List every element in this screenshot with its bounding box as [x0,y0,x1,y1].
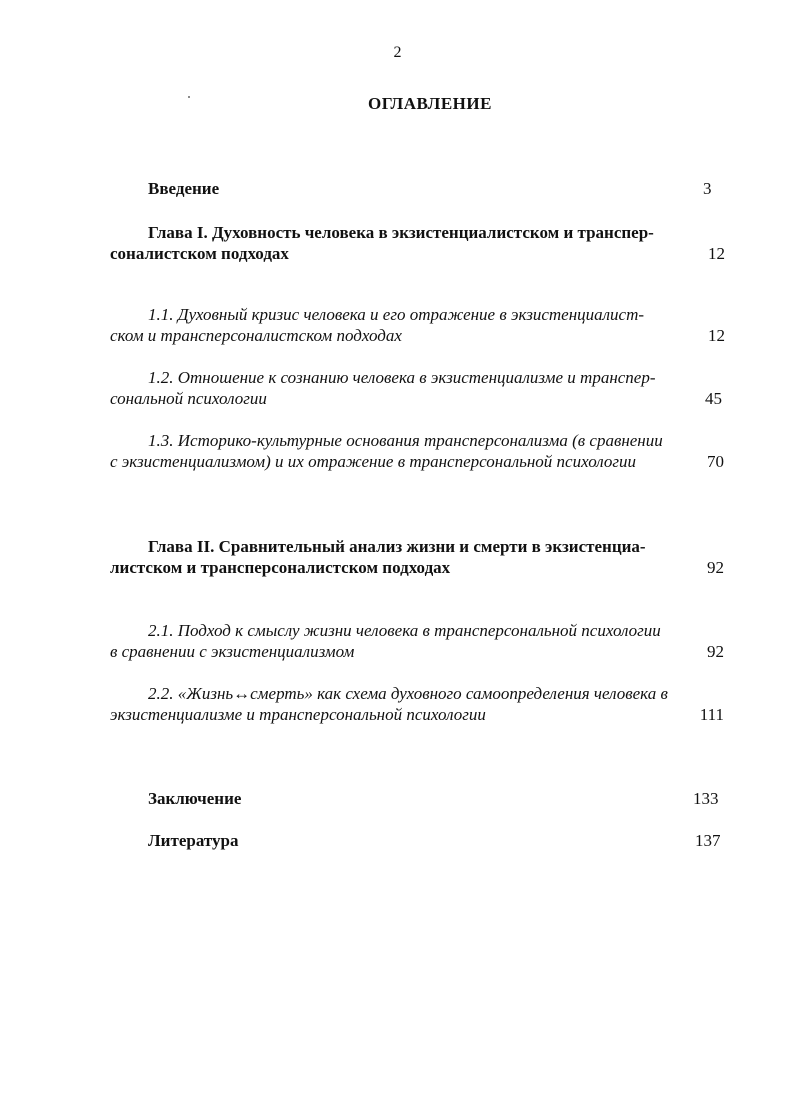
toc-entry-page: 70 [707,452,724,471]
toc-entry-label: Введение [148,179,220,198]
toc-entry-line-1: Глава I. Духовность человека в экзистенциалистском и транспер- [148,223,654,242]
toc-page-intro: 3 [703,179,712,198]
toc-page-conclusion: 133 [693,789,719,808]
page-number: 2 [393,44,402,61]
toc-entry-line-1: 1.3. Историко-культурные основания трансперсонализма (в сравнении [148,431,663,450]
toc-entry-line-2: в сравнении с экзистенциализмом [110,642,355,661]
toc-entry-page: 92 [707,642,724,661]
toc-entry-label: Заключение [148,789,242,808]
toc-entry-section-1-1[interactable] [110,304,725,346]
toc-entry-line-1: 2.2. «Жизнь↔смерть» как схема духовного самоопределения человека в [148,684,668,703]
toc-entry-conclusion[interactable] [148,788,241,809]
toc-entry-line-1: 1.1. Духовный кризис человека и его отражение в экзистенциалист- [148,305,645,324]
toc-entry-literature[interactable] [148,830,238,851]
toc-entry-section-2-2[interactable] [110,683,724,725]
toc-entry-line-2: листском и трансперсоналистском подходах [110,558,451,577]
toc-page-literature: 137 [695,831,721,850]
toc-entry-page: 12 [708,244,725,263]
toc-entry-chapter-1[interactable] [110,222,725,264]
toc-entry-page: 12 [708,326,725,345]
toc-entry-chapter-2[interactable] [110,536,724,578]
toc-entry-section-2-1[interactable] [110,620,724,662]
toc-entry-page: 45 [705,389,722,408]
toc-entry-page: 92 [707,558,724,577]
toc-entry-line-1: 1.2. Отношение к сознанию человека в экзистенциализме и транспер- [148,368,656,387]
toc-entry-line-2: ском и трансперсоналистском подходах [110,326,402,345]
toc-entry-page: 111 [699,705,724,724]
toc-entry-line-1: Глава II. Сравнительный анализ жизни и смерти в экзистенциа- [148,537,646,556]
toc-entry-line-2: с экзистенциализмом) и их отражение в трансперсональной психологии [110,452,637,471]
toc-entry-intro[interactable] [148,178,219,199]
toc-entry-section-1-3[interactable] [110,430,724,472]
toc-entry-label: Литература [148,831,239,850]
toc-entry-line-2: сональной психологии [110,389,267,408]
page-title: ОГЛАВЛЕНИЕ [368,94,492,113]
toc-entry-line-2: соналистском подходах [110,244,289,263]
toc-entry-line-1: 2.1. Подход к смыслу жизни человека в трансперсональной психологии [148,621,661,640]
toc-entry-section-1-2[interactable] [110,367,722,409]
toc-entry-line-2: экзистенциализме и трансперсональной психологии [110,705,486,724]
